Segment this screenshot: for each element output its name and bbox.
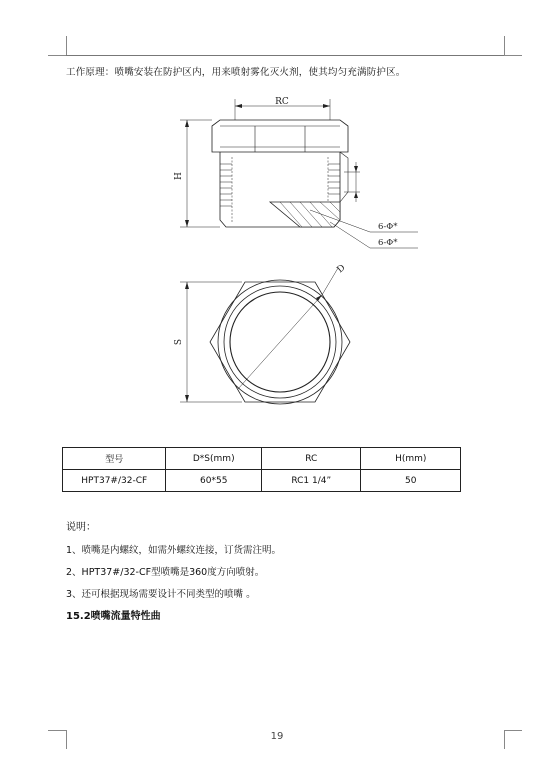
cell-rc: RC1 1/4” xyxy=(261,470,361,492)
spec-table xyxy=(62,447,461,492)
intro-text: 工作原理：喷嘴安装在防护区内，用来喷射雾化灭火剂，使其均匀充满防护区。 xyxy=(66,67,406,78)
crop-mark-top-left-v xyxy=(66,36,67,55)
note-3: 3、还可根据现场需要设计不同类型的喷嘴 。 xyxy=(66,589,256,600)
rc-dimension-label: RC xyxy=(275,97,289,107)
header-h: H(mm) xyxy=(361,448,461,470)
note-2: 2、HPT37#/32-CF型喷嘴是360度方向喷射。 xyxy=(66,567,265,578)
s-dimension-label: S xyxy=(174,338,184,346)
hole-spec-label-1: 6-Φ* xyxy=(378,222,398,232)
crop-mark-top-left-h xyxy=(48,55,66,56)
nozzle-drawing xyxy=(160,92,420,417)
page-number: 19 xyxy=(270,731,284,742)
h-dimension-label: H xyxy=(174,172,184,180)
cell-ds: 60*55 xyxy=(166,470,262,492)
header-rc: RC xyxy=(261,448,361,470)
crop-mark-top-right-v xyxy=(504,36,505,55)
crop-mark-top-right-h xyxy=(504,55,522,56)
note-1: 1、喷嘴是内螺纹，如需外螺纹连接，订货需注明。 xyxy=(66,545,282,556)
hole-spec-label-2: 6-Φ* xyxy=(378,238,398,248)
header-ds: D*S(mm) xyxy=(166,448,262,470)
section-title: 15.2喷嘴流量特性曲 xyxy=(66,611,161,622)
table-header-row xyxy=(63,448,461,470)
cell-h: 50 xyxy=(361,470,461,492)
cell-model: HPT37#/32-CF xyxy=(63,470,166,492)
table-row xyxy=(63,470,461,492)
d-dimension-label: D xyxy=(335,262,348,276)
header-model: 型号 xyxy=(63,448,166,470)
header-rule xyxy=(66,55,504,56)
notes-title: 说明： xyxy=(66,522,96,533)
